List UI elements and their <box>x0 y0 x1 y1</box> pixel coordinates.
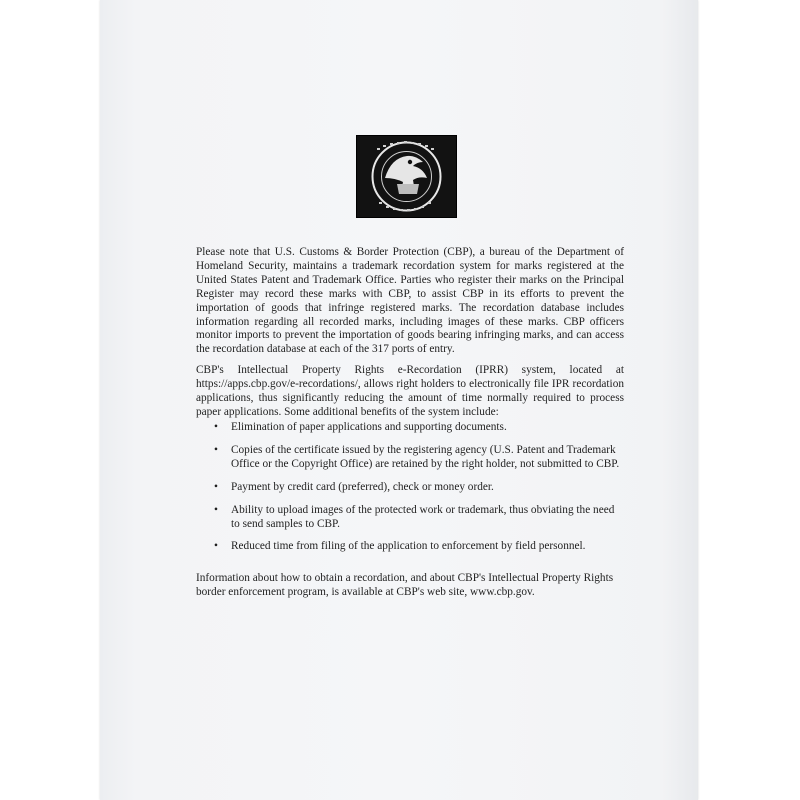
paragraph-recordation-system: Please note that U.S. Customs & Border Protection (CBP), a bureau of the Department of Homeland Security, maintains a trademark recordation system for marks registered at the United States Patent and Trademark Office. Parties who register their marks on the Principal Register may record these marks with CBP, to assist CBP in its efforts to prevent the importation of goods that infringe registered marks. The recordation database includes information regarding all recorded marks, including images of these marks. CBP officers monitor imports to prevent the importation of goods bearing infringing marks, and can access the recordation database at each of the 317 ports of entry. <box>196 246 624 356</box>
list-item <box>214 481 624 495</box>
list-item-text: Copies of the certificate issued by the registering agency (U.S. Patent and Trademark Office or the Copyright Office) are retained by the right holder, not submitted to CBP. <box>231 443 620 470</box>
iprr-intro-text: CBP's Intellectual Property Rights e-Recordation (IPRR) system, located at <box>196 364 624 376</box>
list-item-text: Reduced time from filing of the application to enforcement by field personnel. <box>231 540 586 553</box>
list-item-text: Payment by credit card (preferred), check or money order. <box>231 480 494 493</box>
eagle-seal-icon <box>357 136 456 217</box>
uspto-seal-logo <box>356 135 457 218</box>
iprr-rest-text: , allows right holders to electronically file IPR recordation applications, thus significantly reducing the amount of time normally required to process paper applications. Some additional benefits of the system include: <box>196 377 624 418</box>
bullet-icon: • <box>214 421 218 433</box>
list-item-text: Elimination of paper applications and supporting documents. <box>231 421 507 433</box>
list-item <box>214 444 624 472</box>
bullet-icon: • <box>214 503 218 516</box>
list-item <box>214 421 624 435</box>
paragraph-iprr-system <box>196 364 624 420</box>
list-item-text: Ability to upload images of the protected work or trademark, thus obviating the need to send samples to CBP. <box>231 503 615 530</box>
benefits-list <box>214 421 624 563</box>
list-item <box>214 540 624 554</box>
bullet-icon: • <box>214 540 218 553</box>
bullet-icon: • <box>214 443 218 456</box>
bullet-icon: • <box>214 480 218 493</box>
list-item <box>214 504 624 532</box>
paragraph-more-information: Information about how to obtain a recordation, and about CBP's Intellectual Property Rights border enforcement program, is available at CBP's web site, www.cbp.gov. <box>196 572 614 598</box>
iprr-url-link[interactable]: https://apps.cbp.gov/e-recordations/ <box>196 377 358 390</box>
